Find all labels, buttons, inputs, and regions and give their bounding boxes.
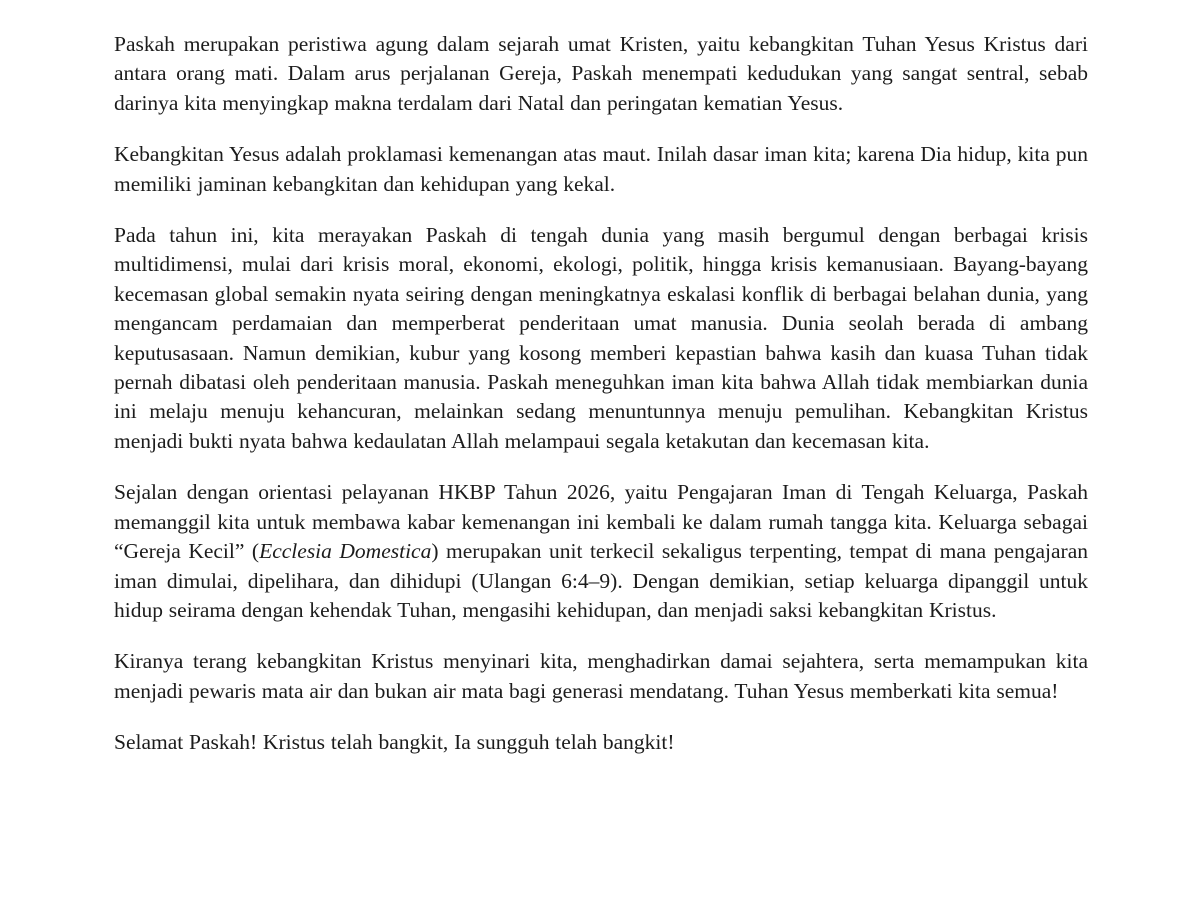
paragraph-4-latin-term: Ecclesia Domestica <box>259 539 432 564</box>
paragraph-6-closing-greeting: Selamat Paskah! Kristus telah bangkit, Ia sungguh telah bangkit! <box>114 730 675 755</box>
paragraph-3: Pada tahun ini, kita merayakan Paskah di tengah dunia yang masih bergumul dengan berbagai krisis multidimensi, mulai dari krisis moral, ekonomi, ekologi, politik, hingga krisis kemanusiaan. Bayang-bayang kecemasan global semakin nyata seiring dengan meningkatnya eskalasi konflik di berbagai belahan dunia, yang mengancam perdamaian dan memperberat penderitaan umat manusia. Dunia seolah berada di ambang keputusasaan. Namun demikian, kubur yang kosong memberi kepastian bahwa kasih dan kuasa Tuhan tidak pernah dibatasi oleh penderitaan manusia. Paskah meneguhkan iman kita bahwa Allah tidak membiarkan dunia ini melaju menuju kehancuran, melainkan sedang menuntunnya menuju pemulihan. Kebangkitan Kristus menjadi bukti nyata bahwa kedaulatan Allah melampaui segala ketakutan dan kecemasan kita. <box>114 223 1088 453</box>
paragraph-1: Paskah merupakan peristiwa agung dalam sejarah umat Kristen, yaitu kebangkitan Tuhan Yesus Kristus dari antara orang mati. Dalam arus perjalanan Gereja, Paskah menempati kedudukan yang sangat sentral, sebab darinya kita menyingkap makna terdalam dari Natal dan peringatan kematian Yesus. <box>114 32 1088 115</box>
document-body <box>114 30 1088 758</box>
paragraph-5: Kiranya terang kebangkitan Kristus menyinari kita, menghadirkan damai sejahtera, serta memampukan kita menjadi pewaris mata air dan bukan air mata bagi generasi mendatang. Tuhan Yesus memberkati kita semua! <box>114 649 1088 703</box>
paragraph-4-segment-lead: Sejalan dengan orientasi pelayanan HKBP Tahun 2026, yaitu Pengajaran Iman di Tengah Keluarga, Paskah memanggil kita untuk membawa kabar kemenangan ini kembali ke dalam rumah tangga kita. Keluarga sebagai “Gereja Kecil” ( <box>114 480 1088 564</box>
paragraph-2: Kebangkitan Yesus adalah proklamasi kemenangan atas maut. Inilah dasar iman kita; karena Dia hidup, kita pun memiliki jaminan kebangkitan dan kehidupan yang kekal. <box>114 142 1088 196</box>
paragraph-4-segment-tail: ) merupakan unit terkecil sekaligus terpenting, tempat di mana pengajaran iman dimulai, dipelihara, dan dihidupi (Ulangan 6:4–9). Dengan demikian, setiap keluarga dipanggil untuk hidup seirama dengan kehendak Tuhan, mengasihi kehidupan, dan menjadi saksi kebangkitan Kristus. <box>114 539 1088 622</box>
paragraph-4 <box>114 478 1088 625</box>
